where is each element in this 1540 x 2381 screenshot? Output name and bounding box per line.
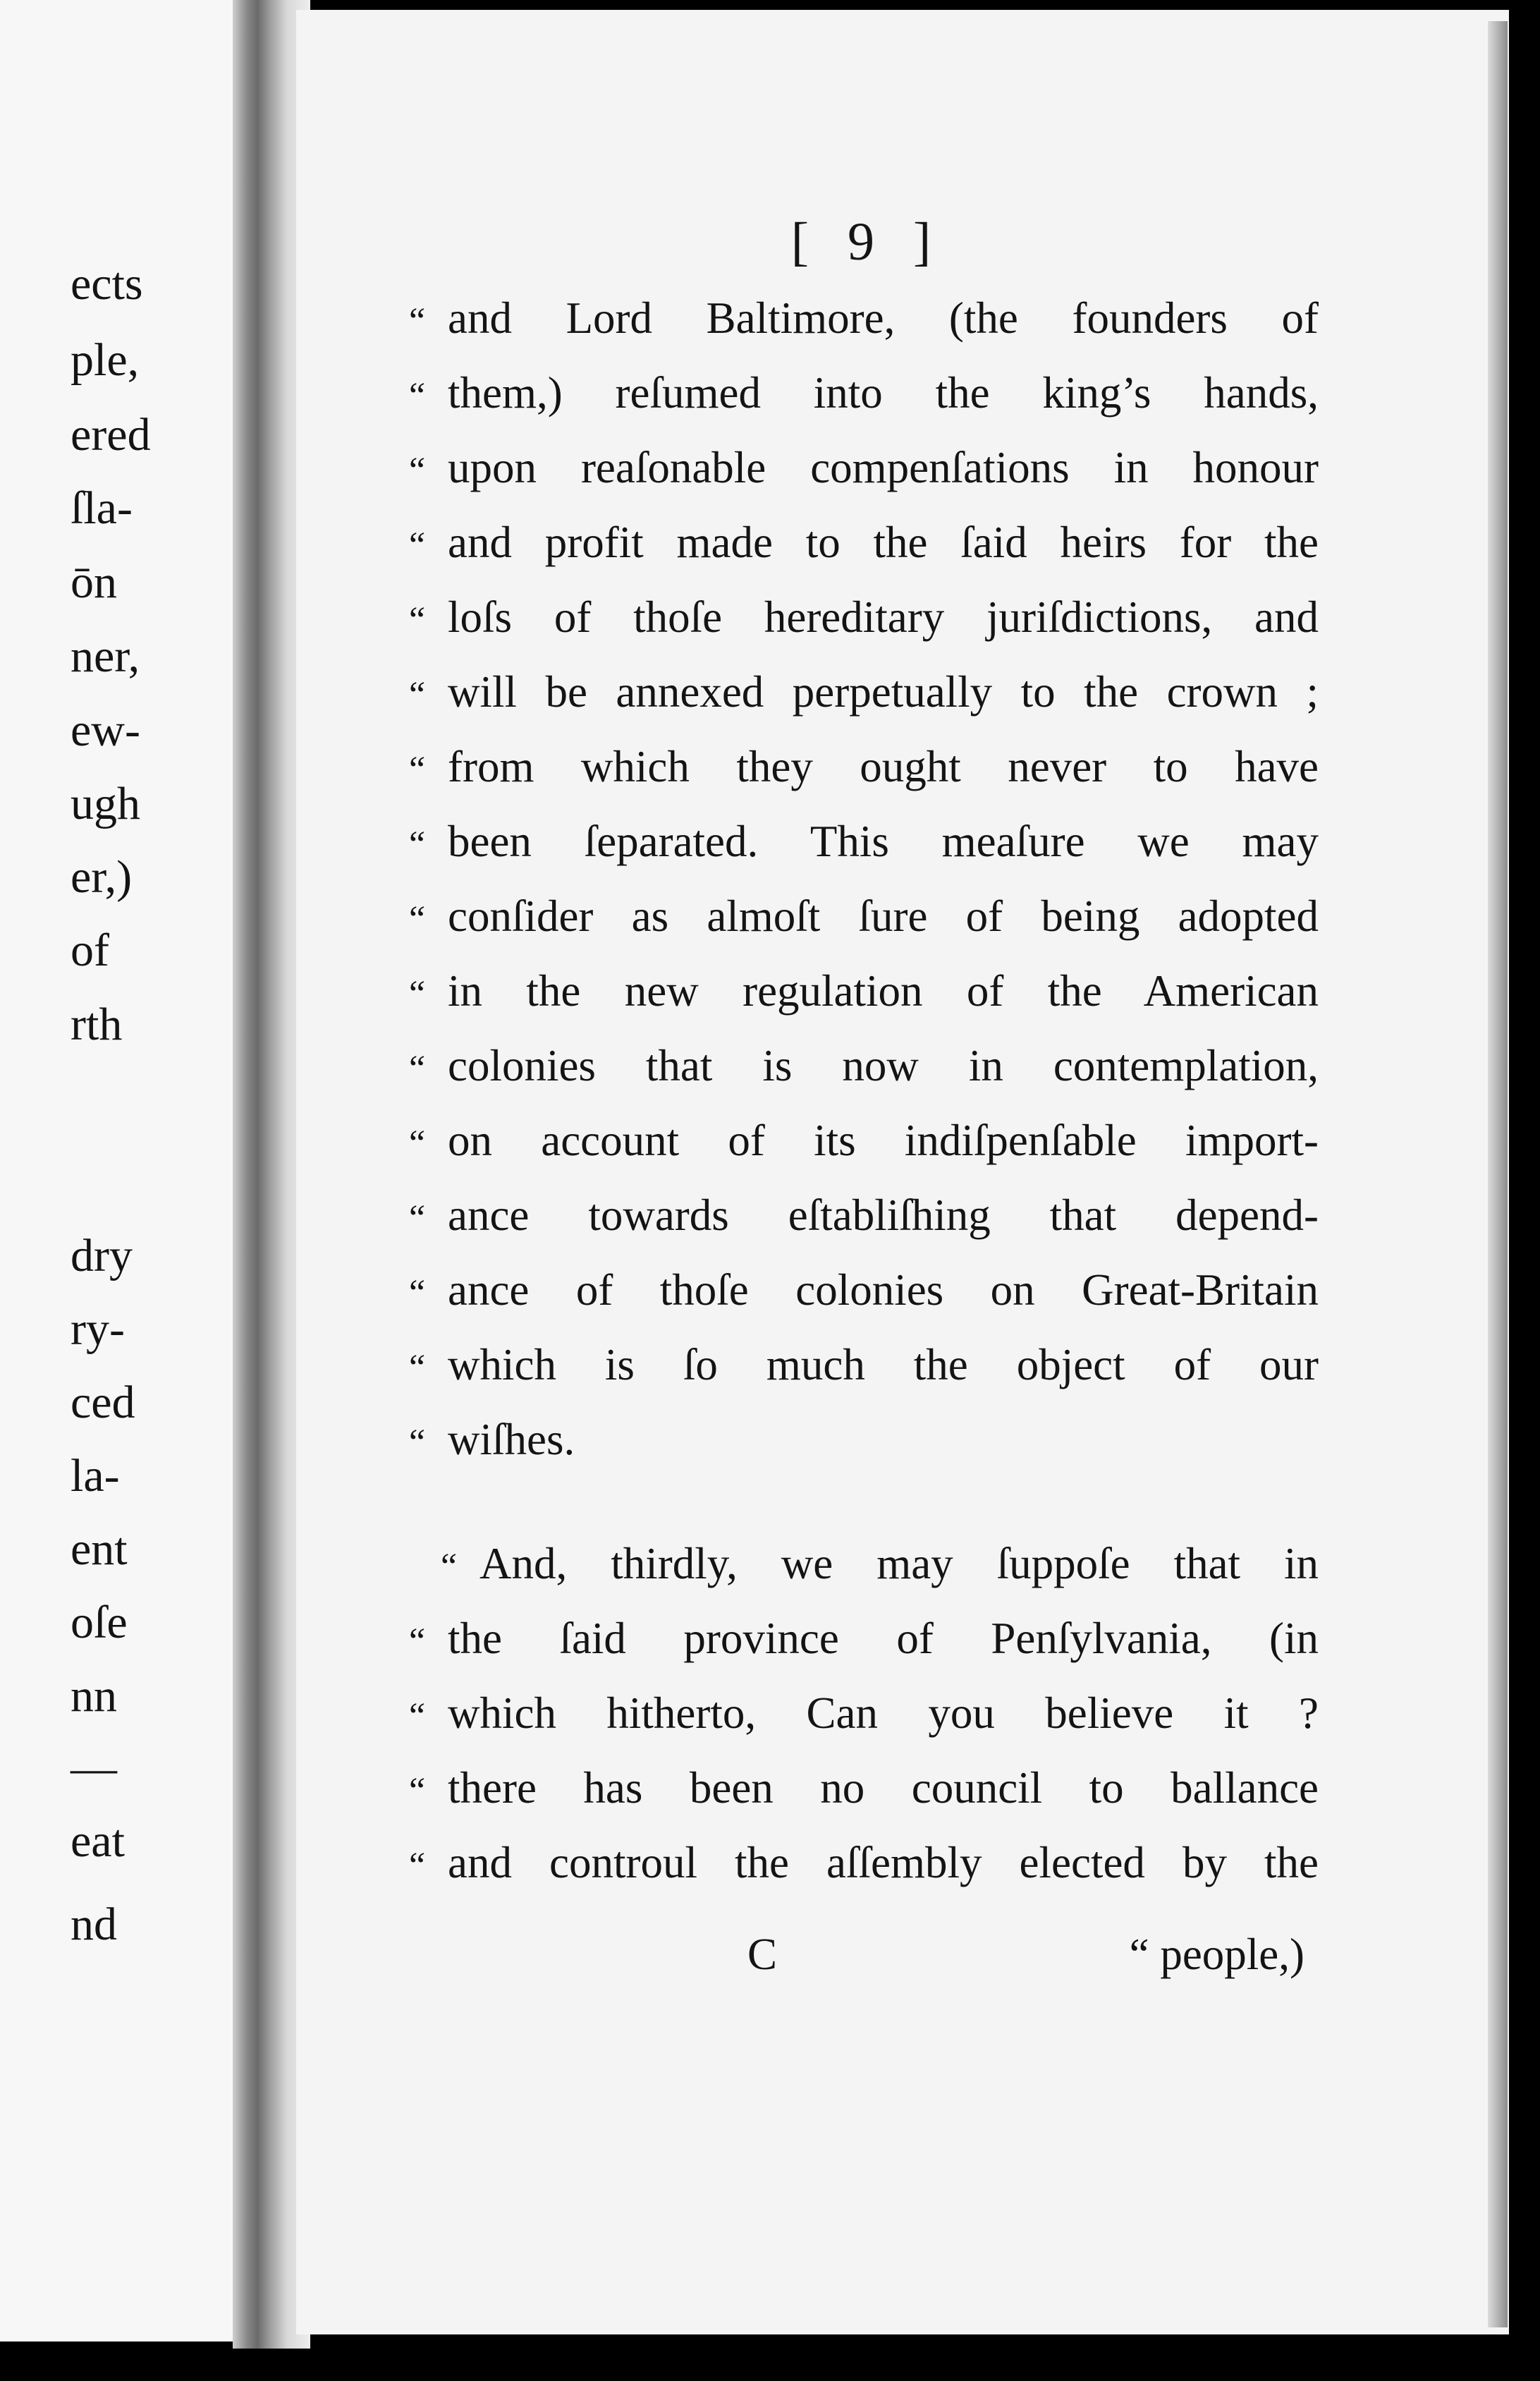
- line-text: and profit made to the ſaid heirs for the: [448, 518, 1319, 567]
- line-text: which hitherto, Can you believe it ?: [448, 1688, 1319, 1738]
- quote-mark: “: [409, 600, 426, 640]
- line-text: will be annexed perpetually to the crown ;: [448, 667, 1319, 717]
- quote-mark: “: [409, 451, 426, 491]
- paragraph-gap: [409, 1489, 1319, 1538]
- quote-mark: “: [409, 1123, 426, 1164]
- text-line: [409, 517, 1319, 592]
- facing-page-fragment: of: [71, 925, 109, 976]
- line-text: the ſaid province of Penſylvania, (in: [448, 1614, 1319, 1663]
- facing-page-fragment: ſla-: [71, 482, 133, 534]
- line-text: And, thirdly, we may ſuppoſe that in: [479, 1539, 1319, 1588]
- text-line: [409, 1115, 1319, 1190]
- quote-mark: “: [409, 824, 426, 865]
- facing-page-fragment: oſe: [71, 1597, 128, 1648]
- facing-page-fragment: er,): [71, 851, 133, 903]
- quote-mark: “: [409, 301, 426, 341]
- quote-mark: “: [409, 376, 426, 416]
- text-line: [409, 1538, 1319, 1613]
- facing-page-fragment: ple,: [71, 334, 140, 386]
- text-line: [409, 1190, 1319, 1265]
- text-line: [409, 1414, 1319, 1489]
- line-text: on account of its indiſpenſable import-: [448, 1116, 1319, 1165]
- facing-page-fragment: —: [71, 1742, 117, 1794]
- line-text: them,) reſumed into the king’s hands,: [448, 368, 1319, 418]
- quote-mark: “: [409, 1423, 426, 1463]
- quote-mark: “: [441, 1547, 458, 1587]
- text-line: [409, 1762, 1319, 1837]
- facing-page-fragment: ered: [71, 409, 151, 461]
- text-line: [409, 1339, 1319, 1414]
- facing-page-fragment: ew-: [71, 705, 140, 756]
- quote-mark: “: [409, 1621, 426, 1662]
- catchword: “ people,): [1129, 1930, 1304, 1979]
- facing-page-left: [0, 0, 254, 2342]
- line-text: upon reaſonable compenſations in honour: [448, 443, 1319, 492]
- text-line: [409, 293, 1319, 367]
- text-line: [409, 741, 1319, 816]
- facing-page-fragment: rth: [71, 999, 123, 1050]
- facing-page-fragment: ner,: [71, 631, 140, 682]
- line-text: been ſeparated. This meaſure we may: [448, 817, 1319, 866]
- quote-mark: “: [409, 1348, 426, 1388]
- quote-mark: “: [409, 899, 426, 939]
- facing-page-fragment: eat: [71, 1815, 125, 1867]
- quote-mark: “: [409, 974, 426, 1014]
- facing-page-fragment: ry-: [71, 1303, 125, 1355]
- signature-mark: C: [747, 1930, 778, 1979]
- quote-mark: “: [409, 750, 426, 790]
- line-text: loſs of thoſe hereditary juriſdictions, and: [448, 592, 1319, 642]
- page-footer: [409, 1929, 1319, 1992]
- quote-mark: “: [409, 1846, 426, 1886]
- line-text: in the new regulation of the American: [448, 966, 1319, 1016]
- facing-page-fragment: ugh: [71, 778, 140, 829]
- quote-mark: “: [409, 1771, 426, 1811]
- text-line: [409, 367, 1319, 442]
- quote-mark: “: [409, 1273, 426, 1313]
- line-text: ance towards eſtabliſhing that depend-: [448, 1190, 1319, 1240]
- text-line: [409, 666, 1319, 741]
- facing-page-fragment: dry: [71, 1230, 133, 1281]
- facing-page-fragment: la-: [71, 1450, 120, 1502]
- text-line: [409, 891, 1319, 966]
- quote-mark: “: [409, 675, 426, 715]
- line-text: colonies that is now in contemplation,: [448, 1041, 1319, 1090]
- line-text: and controul the aſſembly elected by the: [448, 1838, 1319, 1887]
- facing-page-fragment: ōn: [71, 556, 117, 608]
- page-number: [ 9 ]: [790, 212, 944, 272]
- text-line: [409, 1688, 1319, 1762]
- text-line: [409, 442, 1319, 517]
- quote-mark: “: [409, 1696, 426, 1736]
- text-line: [409, 1265, 1319, 1339]
- facing-page-fragment: ced: [71, 1377, 135, 1428]
- line-text: conſider as almoſt ſure of being adopted: [448, 891, 1319, 941]
- facing-page-fragment: ent: [71, 1523, 128, 1575]
- quote-mark: “: [409, 525, 426, 566]
- line-text: there has been no council to ballance: [448, 1763, 1319, 1813]
- text-line: [409, 592, 1319, 666]
- quote-mark: “: [409, 1049, 426, 1089]
- text-line: [409, 1837, 1319, 1912]
- facing-page-fragment: nd: [71, 1899, 117, 1950]
- line-text: from which they ought never to have: [448, 742, 1319, 791]
- line-text: and Lord Baltimore, (the founders of: [448, 293, 1319, 343]
- line-text: which is ſo much the object of our: [448, 1340, 1319, 1389]
- text-line: [409, 1040, 1319, 1115]
- facing-page-fragment: nn: [71, 1670, 117, 1722]
- quote-mark: “: [409, 1198, 426, 1238]
- page-edge: [1488, 21, 1508, 2327]
- text-line: [409, 816, 1319, 891]
- line-text: ance of thoſe colonies on Great-Britain: [448, 1265, 1319, 1315]
- facing-page-fragment: ects: [71, 258, 143, 310]
- line-text: wiſhes.: [448, 1415, 575, 1464]
- text-line: [409, 966, 1319, 1040]
- body-text: [409, 293, 1319, 1912]
- text-line: [409, 1613, 1319, 1688]
